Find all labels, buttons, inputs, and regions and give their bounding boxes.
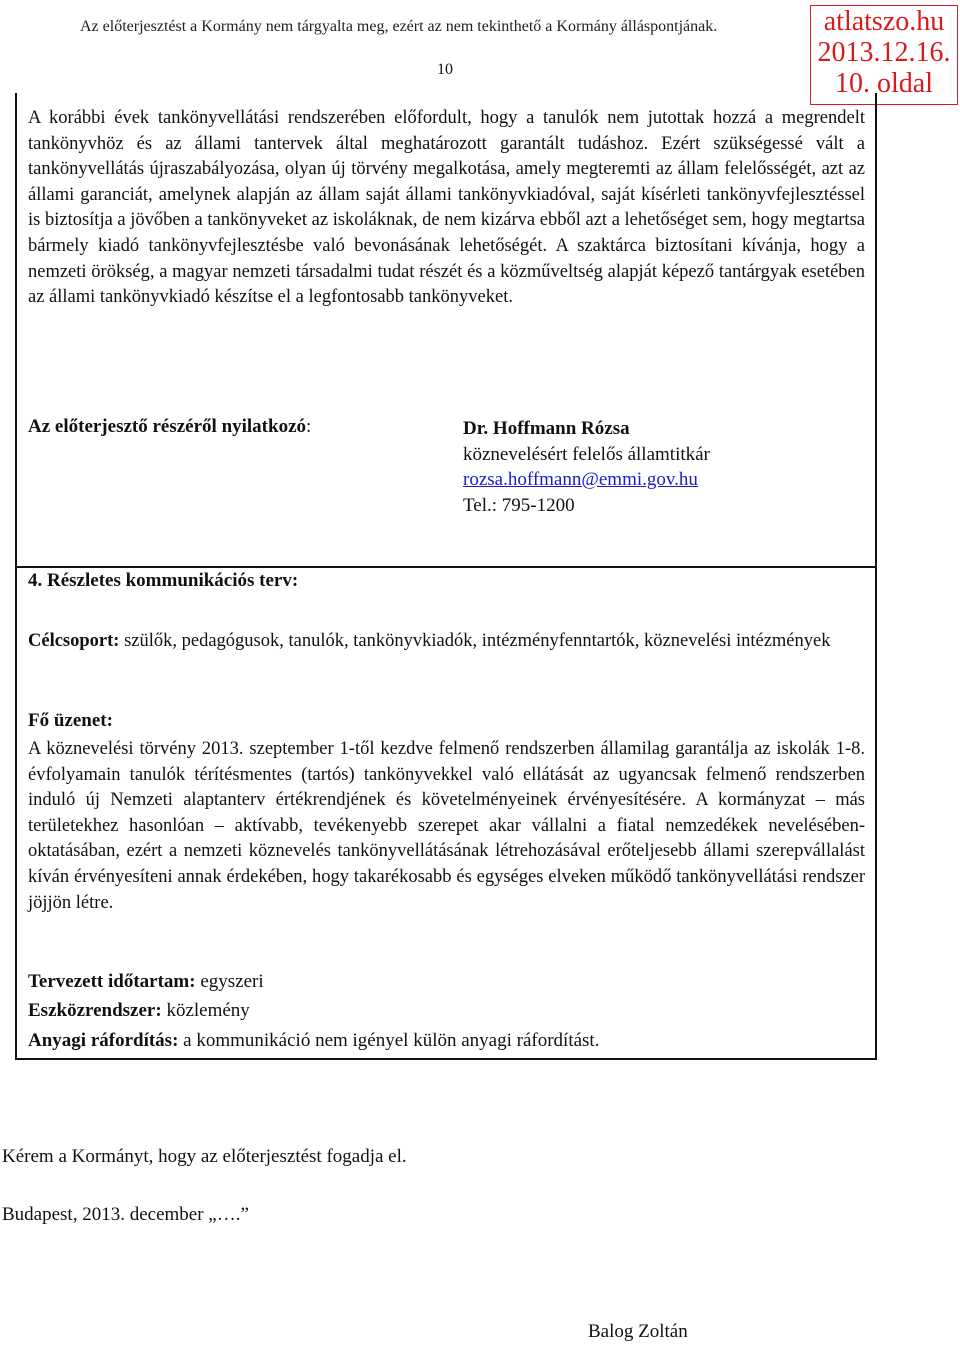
- target-label: Célcsoport:: [28, 631, 120, 651]
- closing-request: Kérem a Kormányt, hogy az előterjesztést fogadja el.: [2, 1146, 407, 1167]
- stamp-page: 10. oldal: [835, 68, 933, 99]
- section-title: 4. Részletes kommunikációs terv:: [28, 570, 299, 591]
- cost-value: a kommunikáció nem igényel külön anyagi ráfordítást.: [178, 1030, 600, 1051]
- main-message-text: A köznevelési törvény 2013. szeptember 1-től kezdve felmenő rendszerben államilag garantálja az iskolák 1-8. évfolyamain tanulók térítésmentes (tartós) tankönyvekkel való ellátását az ugyancsak felmenő rendszerben induló új Nemzeti alaptanterv értékrendjének és követelményeinek érvényesítésére. A kormányzat – más területekhez hasonlóan – aktívabb, tevékenyebb szerepet akar vállalni a fiatal nemzedékek nevelésében-oktatásában, ezért a nemzeti köznevelés tankönyvellátásának létrehozásával erőteljesebb állami szerepvállalást kíván érvényesíteni annak érdekében, hogy takarékosabb és egységes elveken működő tankönyvellátási rendszer jöjjön létre.: [28, 739, 865, 913]
- place-date: Budapest, 2013. december „….”: [2, 1204, 249, 1225]
- tools-label: Eszközrendszer:: [28, 1000, 162, 1021]
- stamp-date: 2013.12.16.: [817, 37, 951, 68]
- signer-email-link[interactable]: rozsa.hoffmann@emmi.gov.hu: [463, 469, 698, 491]
- main-message-label: Fő üzenet:: [28, 710, 113, 731]
- header-notice: Az előterjesztést a Kormány nem tárgyalta meg, ezért az nem tekinthető a Kormány álláspontjának.: [80, 18, 718, 35]
- cost-line: [28, 1030, 599, 1052]
- stamp-site: atlatszo.hu: [823, 6, 945, 37]
- signer-title: köznevelésért felelős államtitkár: [463, 443, 710, 465]
- body-paragraph: A korábbi évek tankönyvellátási rendszerében előfordult, hogy a tanulók nem jutottak hozzá a megrendelt tankönyvhöz és az állami tantervek által meghatározott garantált tudáshoz. Ezért szükségessé vált a tankönyvellátás újraszabályozása, olyan új törvény megalkotása, amely megteremti az állam felelősségét, azt az állami garanciát, amelynek alapján az állam saját állami tankönyvkiadóval, saját kísérleti tankönyvfejlesztéssel is biztosítja a jövőben a tankönyveket az iskoláknak, de nem kizárva ebből azt a lehetőséget sem, hogy megtartsa bármely kiadó tankönyvfejlesztésbe való bevonásának lehetőségét. A szaktárca biztosítani kívánja, hogy a nemzeti örökség, a magyar nemzeti társadalmi tudat részét és a közműveltség alapját képező tantárgyak esetében az állami tankönyvkiadó készítse el a legfontosabb tankönyveket.: [28, 108, 865, 308]
- declaration-label: [28, 416, 311, 438]
- tools-line: [28, 1000, 250, 1022]
- declaration-colon: :: [306, 416, 312, 437]
- target-group: [28, 629, 865, 655]
- signer-phone: Tel.: 795-1200: [463, 494, 575, 516]
- target-text: szülők, pedagógusok, tanulók, tankönyvkiadók, intézményfenntartók, köznevelési intézmények: [119, 631, 831, 651]
- signatory-name: Balog Zoltán: [588, 1321, 688, 1342]
- tools-value: közlemény: [161, 1000, 250, 1021]
- duration-value: egyszeri: [195, 971, 264, 992]
- duration-label: Tervezett időtartam:: [28, 971, 196, 992]
- page-number: 10: [437, 61, 453, 78]
- atlatszo-stamp: [810, 5, 958, 105]
- signer-block: [463, 416, 710, 518]
- declaration-label-text: Az előterjesztő részéről nyilatkozó: [28, 416, 307, 437]
- duration-line: [28, 971, 264, 993]
- signer-name: Dr. Hoffmann Rózsa: [463, 418, 630, 439]
- cost-label: Anyagi ráfordítás:: [28, 1030, 179, 1051]
